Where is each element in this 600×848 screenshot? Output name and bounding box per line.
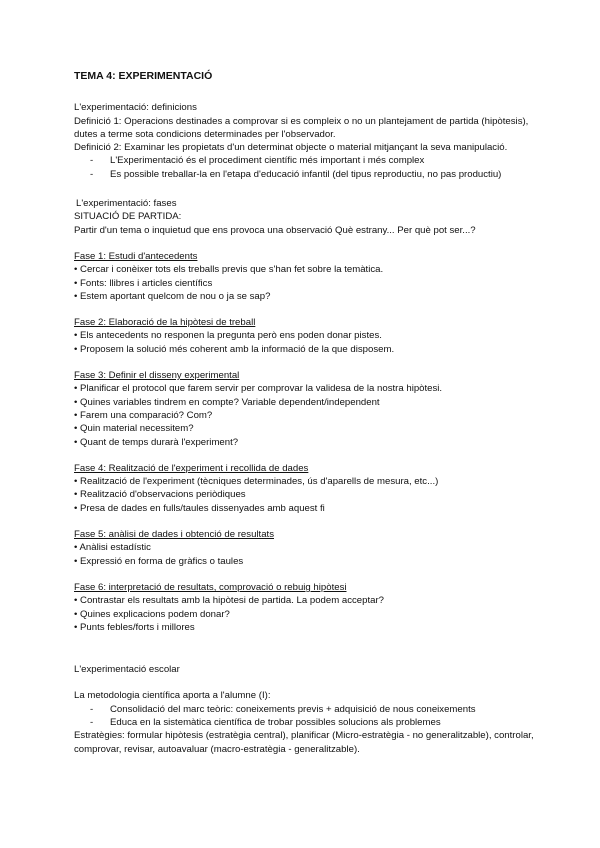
- list-item: • Anàlisi estadístic: [74, 542, 151, 554]
- list-item: - Educa en la sistemàtica científica de trobar possibles solucions als problemes: [74, 716, 534, 729]
- definitions-heading: L'experimentació: definicions: [74, 102, 197, 114]
- list-item: • Quant de temps durarà l'experiment?: [74, 436, 239, 448]
- school-intro: La metodologia científica aporta a l'alumne (I):: [74, 690, 271, 702]
- list-item: • Planificar el protocol que farem servir per comprovar la validesa de la nostra hipòtesi.: [74, 383, 443, 395]
- list-item: • Quines explicacions podem donar?: [74, 608, 230, 620]
- list-item: • Proposem la solució més coherent amb la informació de la que disposem.: [74, 343, 395, 355]
- list-item: • Fonts: llibres i articles científics: [74, 277, 213, 289]
- list-item: • Quin material necessitem?: [74, 423, 194, 435]
- list-item: • Els antecedents no responen la pregunta però ens poden donar pistes.: [74, 330, 382, 342]
- phase-title: Fase 5: anàlisi de dades i obtenció de resultats: [74, 529, 274, 541]
- phase-1: [74, 250, 534, 303]
- list-item: - L'Experimentació és el procediment científic més important i més complex: [74, 154, 534, 167]
- phase-2: [74, 316, 534, 356]
- starting-situation-text: Partir d'un tema o inquietud que ens provoca una observació Què estrany... Per què pot ser...?: [74, 224, 476, 236]
- definitions-list: [74, 154, 534, 181]
- list-item: • Cercar i conèixer tots els treballs previs que s'han fet sobre la temàtica.: [74, 264, 384, 276]
- list-item: • Realització de l'experiment (tècniques determinades, ús d'aparells de mesura, etc...): [74, 476, 439, 488]
- school-experimentation-heading: L'experimentació escolar: [74, 664, 180, 676]
- phase-title: Fase 3: Definir el disseny experimental: [74, 370, 240, 382]
- starting-situation-label: SITUACIÓ DE PARTIDA:: [74, 211, 182, 223]
- phases-intro-section: [74, 197, 534, 237]
- list-item: - Consolidació del marc teòric: coneixements previs + adquisició de nous coneixements: [74, 703, 534, 716]
- phase-5: [74, 528, 534, 568]
- phase-title: Fase 4: Realització de l'experiment i recollida de dades: [74, 462, 309, 474]
- list-item: - Es possible treballar-la en l'etapa d'educació infantil (del tipus reproductiu, no pas productiu): [74, 168, 534, 181]
- list-item: • Presa de dades en fulls/taules dissenyades amb aquest fi: [74, 502, 325, 514]
- phases-heading: L'experimentació: fases: [76, 198, 177, 210]
- phase-6: [74, 581, 534, 634]
- list-item: • Estem aportant quelcom de nou o ja se sap?: [74, 290, 271, 302]
- list-item: • Farem una comparació? Com?: [74, 409, 213, 421]
- list-item: • Quines variables tindrem en compte? Variable dependent/independent: [74, 396, 380, 408]
- phase-3: [74, 369, 534, 449]
- list-item: • Realització d'observacions periòdiques: [74, 489, 246, 501]
- school-list: [74, 703, 534, 730]
- phase-4: [74, 462, 534, 515]
- document-page: [74, 70, 534, 756]
- phase-title: Fase 6: interpretació de resultats, comprovació o rebuig hipòtesi: [74, 581, 347, 593]
- school-experimentation-section: [74, 663, 534, 756]
- definitions-section: [74, 101, 534, 181]
- page-title: TEMA 4: EXPERIMENTACIÓ: [74, 70, 213, 82]
- list-item: • Punts febles/forts i millores: [74, 621, 195, 633]
- list-item: • Expressió en forma de gràfics o taules: [74, 555, 244, 567]
- phase-title: Fase 1: Estudi d'antecedents: [74, 250, 198, 262]
- definition-2: Definició 2: Examinar les propietats d'un determinat objecte o material mitjançant la seva manipulació.: [74, 142, 508, 154]
- definition-1: Definició 1: Operacions destinades a comprovar si es compleix o no un plantejament de partida (hipòtesis), dutes a terme sota condicions determinades per l'observador.: [74, 115, 529, 140]
- phase-title: Fase 2: Elaboració de la hipòtesi de treball: [74, 317, 256, 329]
- strategies-text: Estratègies: formular hipòtesis (estratègia central), planificar (Micro-estratègia - no generalitzable), controlar, comprovar, revisar, autoavaluar (macro-estratègia - generalitzable).: [74, 730, 534, 755]
- list-item: • Contrastar els resultats amb la hipòtesi de partida. La podem acceptar?: [74, 595, 384, 607]
